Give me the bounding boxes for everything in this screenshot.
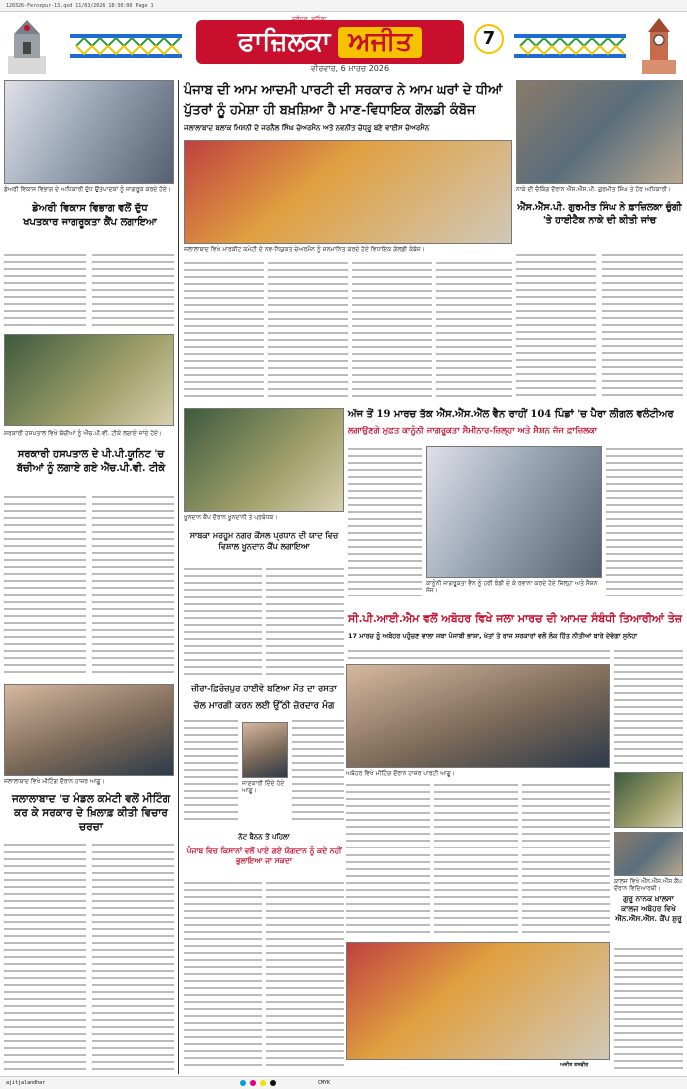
- ssp-body-col2: [602, 252, 683, 398]
- lead-headline-1: ਪੰਜਾਬ ਦੀ ਆਮ ਆਦਮੀ ਪਾਰਟੀ ਦੀ ਸਰਕਾਰ ਨੇ ਆਮ ਘਰਾਂ ਦੇ ਧੀਆਂ: [184, 83, 503, 98]
- hpv-body-col1: [4, 494, 86, 674]
- legal-body-col1: [348, 446, 422, 596]
- legal-headline-2: ਲਗਾਉਣਗੇ ਮੁਫ਼ਤ ਕਾਨੂੰਨੀ ਜਾਗਰੂਕਤਾ ਸੈਮੀਨਾਰ-ਜ਼ਿਲ੍ਹਾ ਅਤੇ ਸੈਸ਼ਨ ਜੱਜ ਫ਼ਾਜ਼ਿਲਕਾ: [348, 426, 598, 436]
- cpim-photo: [346, 664, 610, 768]
- lead-body-col4: [436, 260, 512, 398]
- note-headline: ਪੰਜਾਬ ਵਿਚ ਕਿਸਾਨਾਂ ਵਲੋਂ ਪਾਏ ਗਏ ਯੋਗਦਾਨ ਨੂੰ ਕਦੇ ਨਹੀਂ ਭੁਲਾਇਆ ਜਾ ਸਕਦਾ: [186, 846, 342, 866]
- cmyk-cyan-dot: [240, 1080, 246, 1086]
- note-kicker: ਨੋਟ ਬੈਨਨ ਤੋਂ ਪਹਿਲਾ: [238, 832, 290, 841]
- footer-left: ajitjalandhar: [6, 1080, 46, 1086]
- byline: ਅਜੀਤ ਤਸਵੀਰ: [560, 1062, 589, 1068]
- masthead: [0, 14, 687, 78]
- highway-body-col1: [184, 718, 238, 824]
- jalalabad-caption: ਜਲਾਲਾਬਾਦ ਵਿਖੇ ਮੀਟਿੰਗ ਦੌਰਾਨ ਹਾਜ਼ਰ ਆਗੂ।: [4, 778, 105, 785]
- cpim-headline: ਸੀ.ਪੀ.ਆਈ.ਐਮ ਵਲੋਂ ਅਬੋਹਰ ਵਿਖੇ ਜਲਾ ਮਾਰਚ ਦੀ ਆਮਦ ਸੰਬੰਧੀ ਤਿਆਰੀਆਂ ਤੇਜ਼: [348, 612, 683, 625]
- cmyk-yellow-dot: [260, 1080, 266, 1086]
- cpim-body-col5: [346, 852, 430, 938]
- dairy-body-col1: [4, 252, 86, 328]
- legal-caption: ਕਾਨੂੰਨੀ ਜਾਗਰੂਕਤਾ ਵੈਨ ਨੂੰ ਹਰੀ ਝੰਡੀ ਦੇ ਕੇ ਰਵਾਨਾ ਕਰਦੇ ਹੋਏ ਜ਼ਿਲ੍ਹਾ ਅਤੇ ਸੈਸ਼ਨ ਜੱਜ।: [426, 580, 598, 595]
- dairy-caption: ਡੇਅਰੀ ਵਿਕਾਸ ਵਿਭਾਗ ਦੇ ਅਧਿਕਾਰੀ ਦੁੱਧ ਉਤਪਾਦਕਾਂ ਨੂੰ ਜਾਗਰੂਕ ਕਰਦੇ ਹੋਏ।: [4, 186, 171, 193]
- blood-body-col2: [266, 566, 344, 676]
- college-caption: ਕਾਲਜ ਵਿਖੇ ਐੱਨ.ਐੱਸ.ਐੱਸ ਕੈਂਪ ਦੌਰਾਨ ਵਿਦਿਆਰਥੀ।: [614, 878, 682, 893]
- ssp-headline: ਐੱਸ.ਐੱਸ.ਪੀ. ਗੁਰਮੀਤ ਸਿੰਘ ਨੇ ਫ਼ਾਜ਼ਿਲਕਾ ਚੁੰਗੀ 'ਤੇ ਹਾਈਟੈਕ ਨਾਕੇ ਦੀ ਕੀਤੀ ਜਾਂਚ: [517, 202, 682, 226]
- jalalabad-body-col2: [92, 842, 174, 1070]
- left-monument-icon: [4, 16, 50, 76]
- lead-body-col1: [184, 260, 264, 398]
- dairy-headline: ਡੇਅਰੀ ਵਿਕਾਸ ਵਿਭਾਗ ਵਲੋਂ ਦੁੱਧ ਖਪਤਕਾਰ ਜਾਗਰੂਕਤਾ ਕੈਂਪ ਲਗਾਇਆ: [23, 203, 157, 228]
- ssp-caption: ਨਾਕੇ ਦੀ ਚੈਕਿੰਗ ਦੌਰਾਨ ਐੱਸ.ਐੱਸ.ਪੀ. ਗੁਰਮੀਤ ਸਿੰਘ ਤੇ ਹੋਰ ਅਧਿਕਾਰੀ।: [516, 186, 671, 193]
- masthead-date: ਵੀਰਵਾਰ, 6 ਮਾਰਚ 2026: [310, 64, 390, 73]
- cpim-body-col3: [522, 782, 610, 848]
- hpv-headline: ਸਰਕਾਰੀ ਹਸਪਤਾਲ ਦੇ ਪੀ.ਪੀ.ਯੂਨਿਟ 'ਚ ਬੱਚੀਆਂ ਨੂੰ ਲਗਾਏ ਗਏ ਐੱਚ.ਪੀ.ਵੀ. ਟੀਕੇ: [16, 449, 166, 474]
- title-paper: ਅਜੀਤ: [338, 27, 422, 58]
- cmyk-magenta-dot: [250, 1080, 256, 1086]
- highway-headline-2: ਚੱਲ ਮਾਰਗੀ ਕਰਨ ਲਈ ਉੱਠੀ ਜ਼ੋਰਦਾਰ ਮੰਗ: [193, 701, 335, 711]
- page-number: 7: [474, 24, 504, 54]
- hpv-body-col2: [92, 494, 174, 674]
- legal-headline-1: ਅੱਜ ਤੋਂ 19 ਮਾਰਚ ਤੱਕ ਐੱਸ.ਐੱਸ.ਐੱਲ ਵੈਨ ਰਾਹੀਂ 104 ਪਿੰਡਾਂ 'ਚ ਪੈਰਾ ਲੀਗਲ ਵਲੰਟੀਅਰ: [348, 409, 674, 420]
- masthead-title: [196, 20, 464, 64]
- jalalabad-photo: [4, 684, 174, 776]
- blood-caption: ਖੂਨਦਾਨ ਕੈਂਪ ਦੌਰਾਨ ਖੂਨਦਾਨੀ ਤੇ ਪ੍ਰਬੰਧਕ।: [184, 514, 278, 521]
- tagline: ਜਲੰਧਰ, ਬਠਿੰਡਾ: [292, 16, 327, 23]
- right-pattern-icon: [514, 28, 626, 64]
- highway-portrait: [242, 722, 288, 778]
- blood-body-col1: [184, 566, 262, 676]
- right-clocktower-icon: [636, 16, 682, 76]
- college-headline: ਗੁਰੂ ਨਾਨਕ ਖ਼ਾਲਸਾ ਕਾਲਜ ਅਬੋਹਰ ਵਿਖੇ ਐੱਨ.ਐੱਸ.ਐੱਸ. ਕੈਂਪ ਸ਼ੁਰੂ: [615, 894, 682, 924]
- lead-subhead: ਜਲਾਲਾਬਾਦ ਬਲਾਕ ਮਿਸ਼ਨੀ ਦੇ ਜਰਨੈਲ ਸਿੰਘ ਚੇਅਰਮੈਨ ਅਤੇ ਨਵਨੀਤ ਚੇਧ੍ਰੂ ਬਣੇ ਵਾਈਸ ਚੇਅਰਮੈਨ: [184, 124, 430, 132]
- legal-photo: [426, 446, 602, 578]
- lower-group-photo: [346, 942, 610, 1060]
- college-photo-1: [614, 772, 683, 828]
- jalalabad-headline: ਜਲਾਲਾਬਾਦ 'ਚ ਮੰਡਲ ਕਮੇਟੀ ਵਲੋਂ ਮੀਟਿੰਗ ਕਰ ਕੇ ਸਰਕਾਰ ਦੇ ਖ਼ਿਲਾਫ਼ ਕੀਤੀ ਵਿਚਾਰ ਚਰਚਾ: [11, 793, 171, 834]
- college-photo-2: [614, 832, 683, 876]
- jalalabad-body-col1: [4, 842, 86, 1070]
- column-rule: [178, 80, 179, 1074]
- hpv-photo: [4, 334, 174, 426]
- ssp-photo: [516, 80, 683, 184]
- footer-cmyk: CMYK: [318, 1080, 331, 1086]
- note-body-col1: [184, 880, 262, 1070]
- lead-body-col3: [352, 260, 432, 398]
- title-city: ਫਾਜ਼ਿਲਕਾ: [237, 26, 331, 57]
- highway-body-col2: [292, 718, 344, 824]
- footer-strip: [0, 1076, 687, 1089]
- lead-body-col2: [268, 260, 348, 398]
- left-pattern-icon: [70, 28, 182, 64]
- cpim-caption: ਅਬੋਹਰ ਵਿਖੇ ਮੀਟਿੰਗ ਦੌਰਾਨ ਹਾਜ਼ਰ ਪਾਰਟੀ ਆਗੂ।: [346, 770, 455, 777]
- ssp-body-col1: [516, 252, 596, 398]
- cpim-body-col4: [614, 648, 683, 768]
- highway-caption: ਜਾਣਕਾਰੀ ਦਿੰਦੇ ਹੋਏ ਆਗੂ।: [242, 780, 285, 795]
- blood-photo: [184, 408, 344, 512]
- cpim-intro: [348, 648, 610, 664]
- print-info: 120326-Ferozpur-13.qxd 11/03/2026 18:30:00 Page 1: [6, 3, 154, 9]
- lead-headline-2: ਪੁੱਤਰਾਂ ਨੂੰ ਹਮੇਸ਼ਾ ਹੀ ਬਖ਼ਸ਼ਿਆ ਹੈ ਮਾਣ-ਵਿਧਾਇਕ ਗੋਲਡੀ ਕੰਬੋਜ: [184, 103, 476, 118]
- lead-caption: ਜਲਾਲਾਬਾਦ ਵਿਖੇ ਮਾਰਕੀਟ ਕਮੇਟੀ ਦੇ ਨਵ-ਨਿਯੁਕਤ ਚੇਅਰਮੈਨ ਨੂੰ ਸਨਮਾਨਿਤ ਕਰਦੇ ਹੋਏ ਵਿਧਾਇਕ ਗੋਲਡੀ ਕੰਬੋਜ।: [184, 246, 425, 253]
- cpim-body-col1: [346, 782, 430, 848]
- dairy-photo: [4, 80, 174, 184]
- college-body: [614, 946, 683, 1070]
- print-info-strip: [0, 0, 687, 12]
- cpim-body-col2: [434, 782, 518, 848]
- dairy-body-col2: [92, 252, 174, 328]
- hpv-caption: ਸਰਕਾਰੀ ਹਸਪਤਾਲ ਵਿਖੇ ਬੱਚੀਆਂ ਨੂੰ ਐੱਚ.ਪੀ.ਵੀ. ਟੀਕੇ ਲਗਾਏ ਜਾਂਦੇ ਹੋਏ।: [4, 430, 163, 437]
- cpim-subhead: 17 ਮਾਰਚ ਨੂੰ ਅਬੋਹਰ ਪਹੁੰਚਣ ਵਾਲਾ ਜਥਾ ਪੰਜਾਬੀ ਭਾਸ਼ਾ, ਖੇਤਾਂ ਤੇ ਰਾਜ ਸਰਕਾਰਾਂ ਵਲੋਂ ਲੋਕ ਹਿੱਤ ਨੀਤੀਆਂ ਬਾਰੇ ਦੇਵੇਗਾ ਸੁਨੇਹਾ: [348, 632, 638, 640]
- cmyk-black-dot: [270, 1080, 276, 1086]
- cpim-body-col6: [434, 852, 518, 938]
- lead-photo: [184, 140, 512, 244]
- note-body-col2: [266, 880, 344, 1070]
- highway-headline-1: ਜ਼ੀਰਾ-ਫ਼ਿਰੋਜ਼ਪੁਰ ਹਾਈਵੇ ਬਣਿਆ ਮੌਤ ਦਾ ਰਸਤਾ: [191, 684, 337, 694]
- cpim-body-col7: [522, 852, 610, 938]
- blood-headline: ਸਾਬਕਾ ਮਰਹੂਮ ਨਗਰ ਕੌਂਸਲ ਪ੍ਰਧਾਨ ਦੀ ਯਾਦ ਵਿਚ ਵਿਸ਼ਾਲ ਖੂਨਦਾਨ ਕੈਂਪ ਲਗਾਇਆ: [189, 530, 339, 551]
- legal-body-col2: [606, 446, 683, 596]
